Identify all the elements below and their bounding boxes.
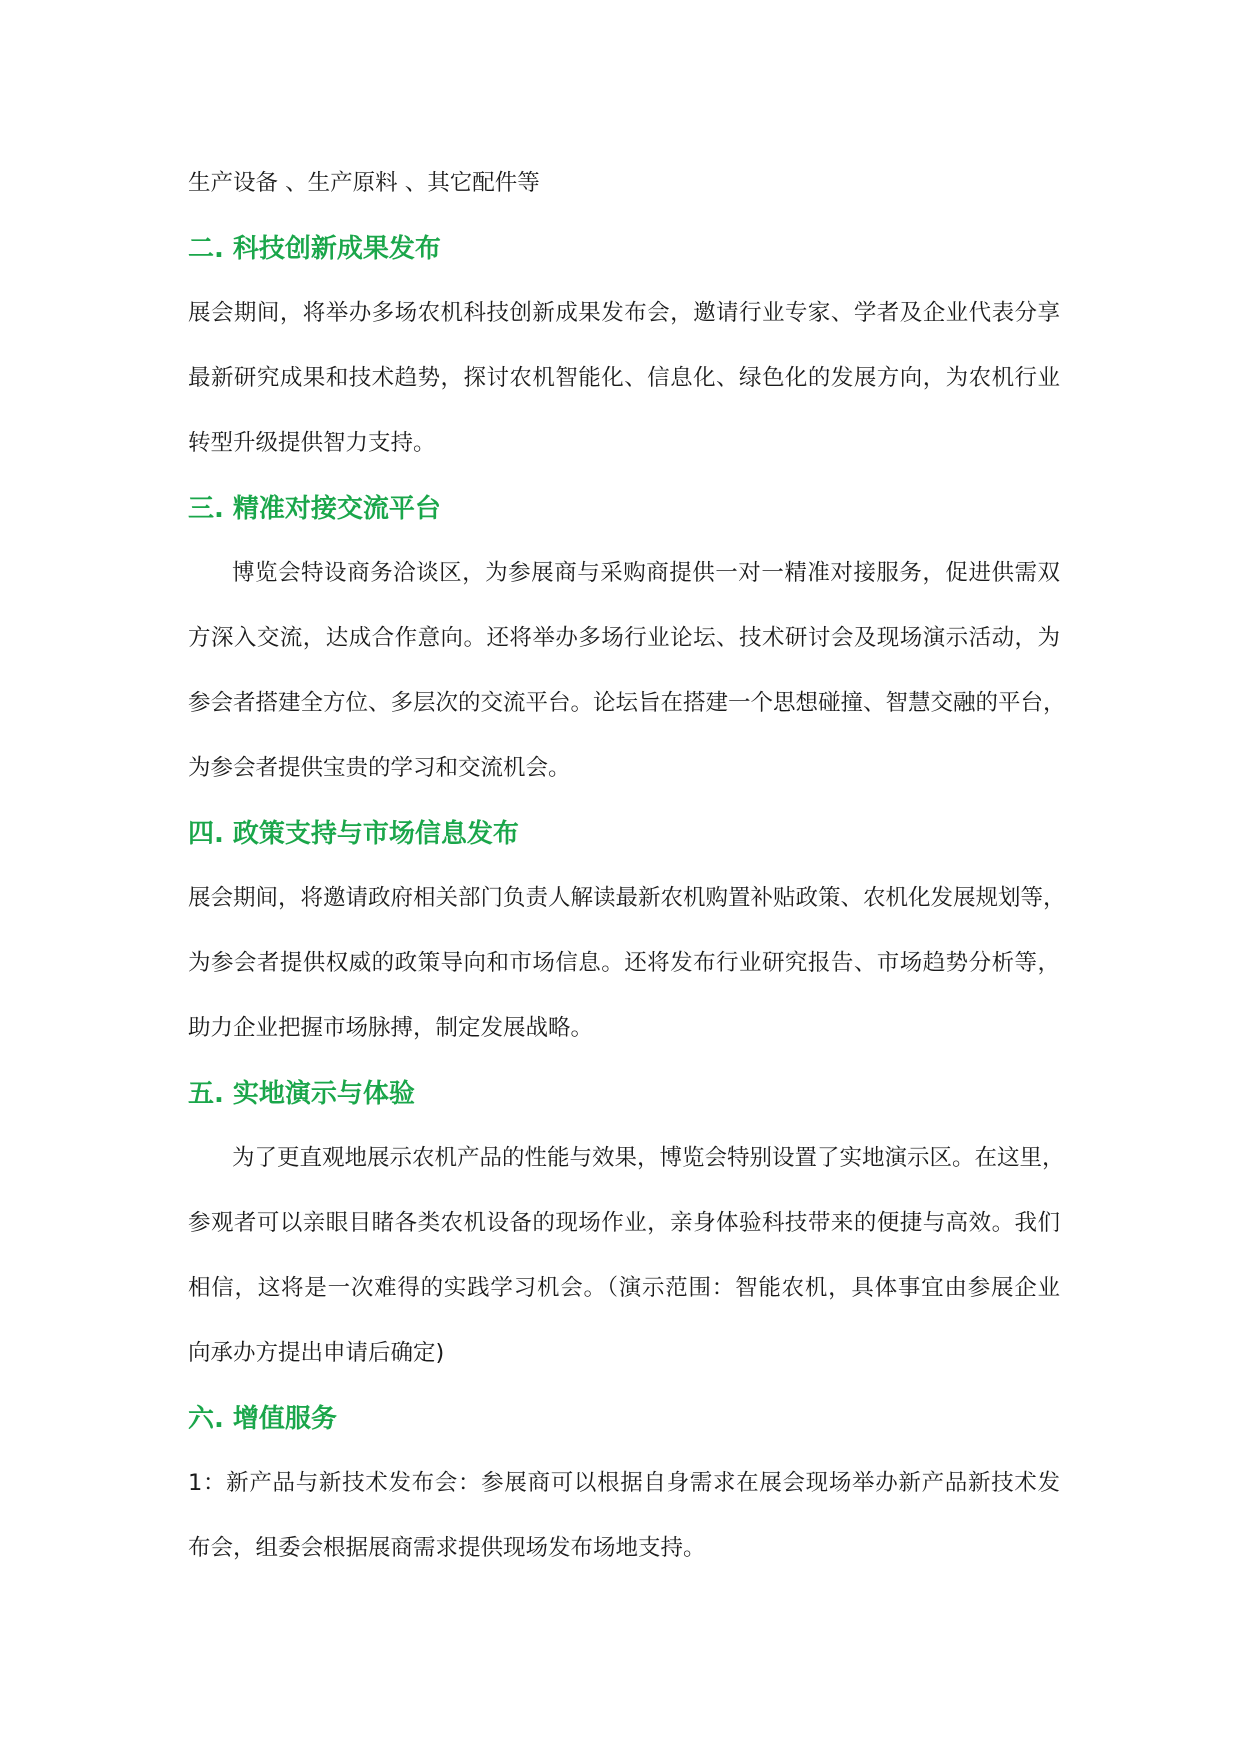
paragraph-line: 转型升级提供智力支持。 <box>188 430 436 456</box>
paragraph-line: 博览会特设商务洽谈区，为参展商与采购商提供一对一精准对接服务，促进供需双 <box>232 560 1060 586</box>
paragraph-line: 为参会者提供权威的政策导向和市场信息。还将发布行业研究报告、市场趋势分析等， <box>188 950 1060 976</box>
paragraph-line: 助力企业把握市场脉搏，制定发展战略。 <box>188 1015 594 1041</box>
paragraph-line: 为了更直观地展示农机产品的性能与效果，博览会特别设置了实地演示区。在这里， <box>232 1145 1065 1171</box>
paragraph-line: 展会期间，将邀请政府相关部门负责人解读最新农机购置补贴政策、农机化发展规划等， <box>188 885 1066 911</box>
section-heading-2: 二. 科技创新成果发布 <box>188 234 441 264</box>
section-heading-4: 四. 政策支持与市场信息发布 <box>188 819 519 849</box>
paragraph-line: 展会期间，将举办多场农机科技创新成果发布会，邀请行业专家、学者及企业代表分享 <box>188 300 1060 326</box>
section-heading-5: 五. 实地演示与体验 <box>188 1079 415 1109</box>
paragraph-line: 1：新产品与新技术发布会：参展商可以根据自身需求在展会现场举办新产品新技术发 <box>188 1470 1060 1496</box>
section-heading-3: 三. 精准对接交流平台 <box>188 494 441 524</box>
paragraph-line: 向承办方提出申请后确定) <box>188 1340 445 1366</box>
intro-line: 生产设备 、生产原料 、其它配件等 <box>188 170 540 196</box>
paragraph-line: 为参会者提供宝贵的学习和交流机会。 <box>188 755 571 781</box>
section-heading-6: 六. 增值服务 <box>188 1404 337 1434</box>
paragraph-line: 方深入交流，达成合作意向。还将举办多场行业论坛、技术研讨会及现场演示活动，为 <box>188 625 1060 651</box>
paragraph-line: 参会者搭建全方位、多层次的交流平台。论坛旨在搭建一个思想碰撞、智慧交融的平台， <box>188 690 1066 716</box>
paragraph-line: 布会，组委会根据展商需求提供现场发布场地支持。 <box>188 1535 706 1561</box>
paragraph-line: 最新研究成果和技术趋势，探讨农机智能化、信息化、绿色化的发展方向，为农机行业 <box>188 365 1060 391</box>
paragraph-line: 相信，这将是一次难得的实践学习机会。（演示范围：智能农机，具体事宜由参展企业 <box>188 1275 1060 1301</box>
paragraph-line: 参观者可以亲眼目睹各类农机设备的现场作业，亲身体验科技带来的便捷与高效。我们 <box>188 1210 1060 1236</box>
